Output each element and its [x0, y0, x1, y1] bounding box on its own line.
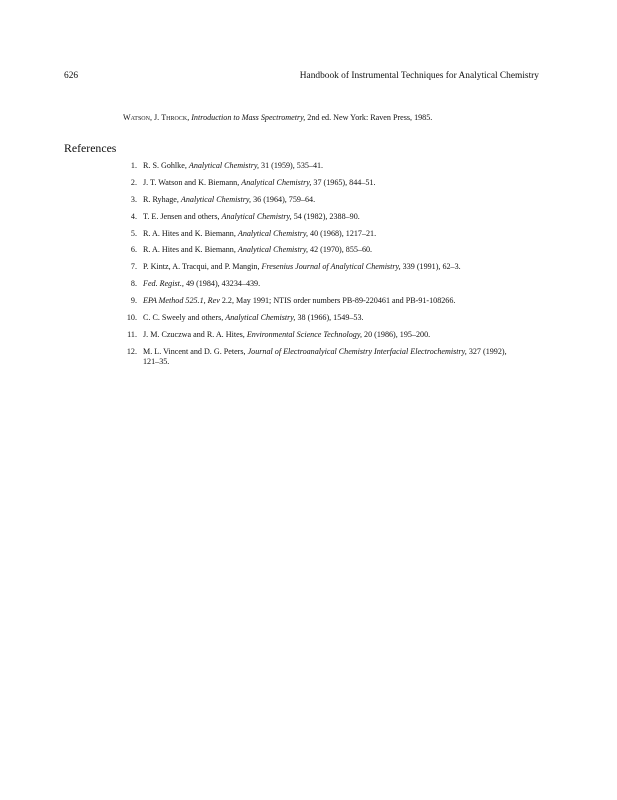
- reference-item: [114, 262, 519, 272]
- reference-authors: T. E. Jensen and others,: [143, 211, 222, 221]
- reference-number: 1.: [130, 161, 137, 170]
- reference-source: Analytical Chemistry,: [188, 161, 260, 170]
- reference-item: [114, 347, 519, 367]
- reference-details: 20 (1986), 195–200.: [362, 329, 431, 339]
- reference-authors: R. A. Hites and K. Biemann,: [143, 245, 238, 255]
- reference-source: Fresenius Journal of Analytical Chemistry,: [261, 262, 401, 272]
- book-title: Introduction to Mass Spectrometry,: [191, 113, 306, 122]
- reference-list: [114, 161, 519, 374]
- reference-number: 2.: [130, 177, 137, 187]
- bibliography-entry: [123, 113, 432, 123]
- reference-details: 37 (1965), 844–51.: [311, 177, 376, 187]
- reference-authors: M. L. Vincent and D. G. Peters,: [143, 346, 248, 356]
- reference-authors: J. T. Watson and K. Biemann,: [143, 177, 242, 187]
- reference-source: Analytical Chemistry,: [237, 245, 309, 255]
- reference-source: Analytical Chemistry,: [221, 211, 292, 221]
- coauthor-surname: Throck: [161, 113, 188, 122]
- reference-authors: J. M. Czuczwa and R. A. Hites,: [143, 329, 247, 339]
- reference-details: 327 (1992), 121–35.: [143, 346, 507, 366]
- section-heading: References: [64, 141, 117, 155]
- reference-number: 3.: [130, 194, 137, 204]
- reference-details: 49 (1984), 43234–439.: [183, 279, 261, 289]
- reference-item: [114, 178, 519, 188]
- reference-item: [114, 245, 519, 255]
- reference-authors: R. S. Gohlke,: [143, 161, 189, 170]
- reference-details: 339 (1991), 62–3.: [400, 262, 461, 272]
- reference-source: Analytical Chemistry,: [225, 313, 296, 323]
- reference-source: EPA Method 525.1, Rev: [143, 296, 220, 306]
- reference-details: 40 (1968), 1217–21.: [308, 228, 377, 238]
- reference-item: [114, 195, 519, 205]
- reference-details: 31 (1959), 535–41.: [259, 161, 324, 170]
- reference-number: 6.: [130, 245, 137, 255]
- reference-item: [114, 279, 519, 289]
- reference-authors: R. A. Hites and K. Biemann,: [143, 228, 238, 238]
- reference-item: [114, 330, 519, 340]
- reference-source: Analytical Chemistry,: [180, 194, 252, 204]
- reference-number: 4.: [130, 211, 137, 221]
- running-title: Handbook of Instrumental Techniques for Analytical Chemistry: [299, 71, 539, 81]
- reference-number: 11.: [127, 329, 137, 339]
- reference-number: 7.: [130, 262, 137, 272]
- reference-item: [114, 229, 519, 239]
- reference-source: Analytical Chemistry,: [237, 228, 309, 238]
- reference-details: 38 (1966), 1549–53.: [295, 313, 364, 323]
- reference-source: Environmental Science Technology,: [246, 329, 363, 339]
- entry-separator: ,: [187, 113, 192, 122]
- reference-source: Analytical Chemistry,: [241, 177, 312, 187]
- reference-number: 9.: [130, 296, 137, 306]
- reference-source: Journal of Electroanalyical Chemistry Interfacial Electrochemistry,: [247, 346, 467, 356]
- reference-number: 10.: [126, 313, 137, 323]
- reference-details: 42 (1970), 855–60.: [308, 245, 373, 255]
- reference-item: [114, 296, 519, 306]
- author-surname: Watson: [123, 113, 150, 122]
- reference-authors: P. Kintz, A. Tracqui, and P. Mangin,: [143, 262, 262, 272]
- reference-number: 12.: [126, 346, 137, 356]
- reference-item: [114, 212, 519, 222]
- author-initial: , J.: [149, 113, 162, 122]
- reference-authors: C. C. Sweely and others,: [143, 313, 226, 323]
- reference-source: Fed. Regist.,: [143, 279, 184, 289]
- publication-details: 2nd ed. New York: Raven Press, 1985.: [305, 113, 433, 122]
- reference-number: 8.: [130, 279, 137, 289]
- reference-item: [114, 161, 519, 171]
- reference-item: [114, 313, 519, 323]
- reference-number: 5.: [130, 228, 137, 238]
- reference-details: 36 (1964), 759–64.: [251, 194, 316, 204]
- reference-details: 54 (1982), 2388–90.: [291, 211, 360, 221]
- reference-authors: R. Ryhage,: [143, 194, 181, 204]
- page-number: 626: [64, 71, 79, 81]
- reference-details: 2.2, May 1991; NTIS order numbers PB-89-220461 and PB-91-108266.: [219, 296, 456, 306]
